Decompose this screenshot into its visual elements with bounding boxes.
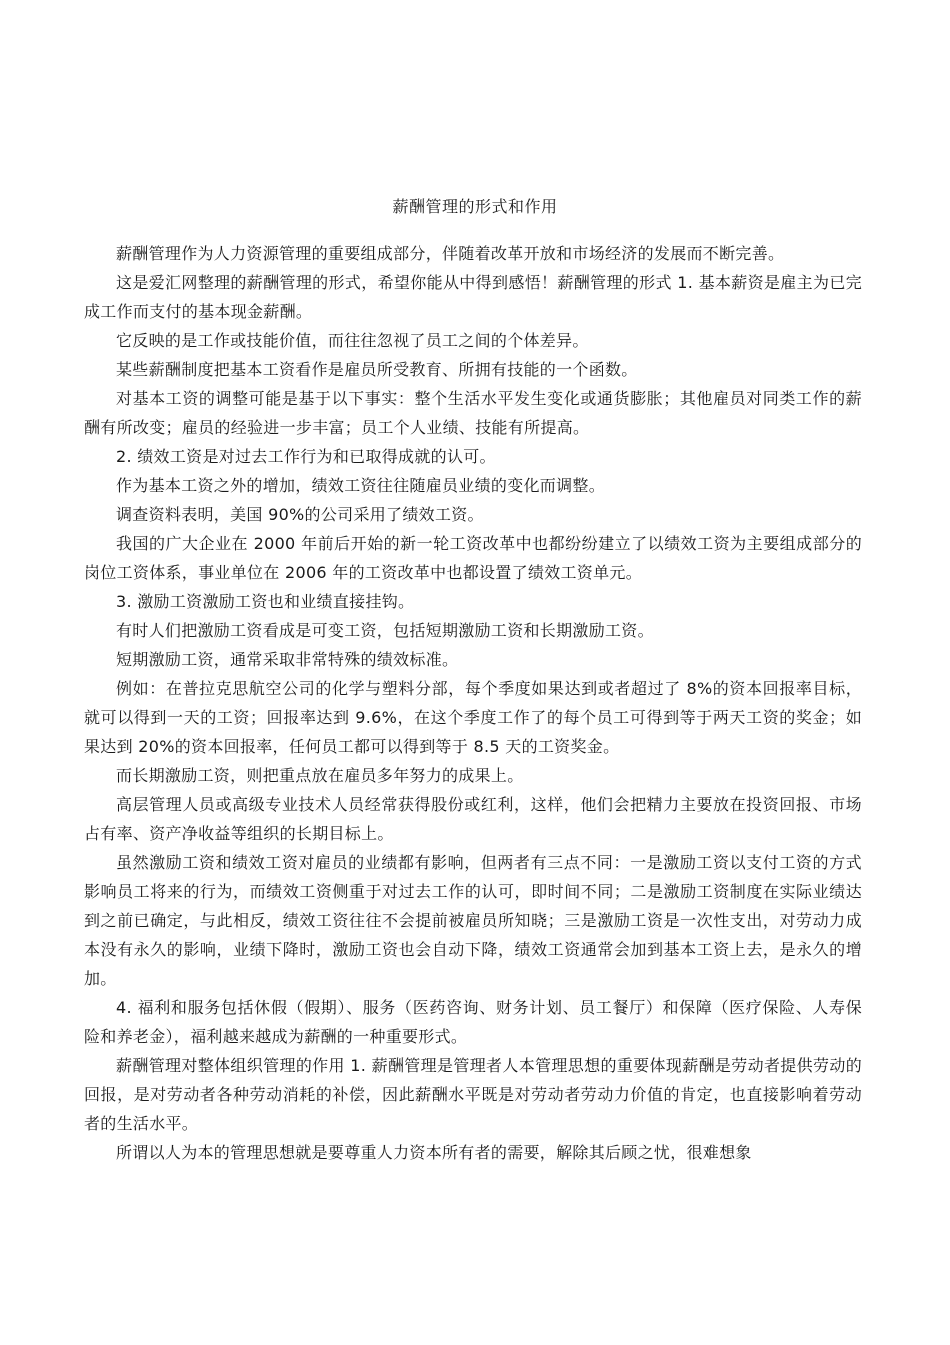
paragraph: 4. 福利和服务包括休假（假期）、服务（医药咨询、财务计划、员工餐厅）和保障（医疗保险、人寿保险和养老金），福利越来越成为薪酬的一种重要形式。 (84, 998, 862, 1046)
paragraph: 薪酬管理作为人力资源管理的重要组成部分，伴随着改革开放和市场经济的发展而不断完善。 (116, 244, 785, 263)
paragraph: 调查资料表明，美国 90%的公司采用了绩效工资。 (116, 505, 484, 524)
paragraph: 我国的广大企业在 2000 年前后开始的新一轮工资改革中也都纷纷建立了以绩效工资为主要组成部分的岗位工资体系，事业单位在 2006 年的工资改革中也都设置了绩效工资单元。 (84, 534, 862, 582)
paragraph: 作为基本工资之外的增加，绩效工资往往随雇员业绩的变化而调整。 (116, 476, 606, 495)
paragraph: 2. 绩效工资是对过去工作行为和已取得成就的认可。 (116, 447, 496, 466)
paragraph: 它反映的是工作或技能价值，而往往忽视了员工之间的个体差异。 (116, 331, 589, 350)
paragraph: 高层管理人员或高级专业技术人员经常获得股份或红利，这样，他们会把精力主要放在投资回报、市场占有率、资产净收益等组织的长期目标上。 (84, 795, 862, 843)
paragraph: 所谓以人为本的管理思想就是要尊重人力资本所有者的需要，解除其后顾之忧，很难想象 (116, 1143, 752, 1162)
paragraph: 虽然激励工资和绩效工资对雇员的业绩都有影响，但两者有三点不同：一是激励工资以支付工资的方式影响员工将来的行为，而绩效工资侧重于对过去工作的认可，即时间不同；二是激励工资制度在实际业绩达到之前已确定，与此相反，绩效工资往往不会提前被雇员所知晓；三是激励工资是一次性支出，对劳动力成本没有永久的影响，业绩下降时，激励工资也会自动下降，绩效工资通常会加到基本工资上去，是永久的增加。 (84, 853, 862, 988)
paragraph: 例如：在普拉克思航空公司的化学与塑料分部，每个季度如果达到或者超过了 8%的资本回报率目标，就可以得到一天的工资；回报率达到 9.6%，在这个季度工作了的每个员工可得到等于两天工资的奖金；如果达到 20%的资本回报率，任何员工都可以得到等于 8.5 天的工资奖金。 (84, 679, 862, 756)
paragraph: 3. 激励工资激励工资也和业绩直接挂钩。 (116, 592, 415, 611)
paragraph: 有时人们把激励工资看成是可变工资，包括短期激励工资和长期激励工资。 (116, 621, 654, 640)
paragraph: 这是爱汇网整理的薪酬管理的形式，希望你能从中得到感悟！薪酬管理的形式 1. 基本薪资是雇主为已完成工作而支付的基本现金薪酬。 (84, 273, 862, 321)
paragraph: 而长期激励工资，则把重点放在雇员多年努力的成果上。 (116, 766, 524, 785)
document-body (84, 239, 862, 1167)
paragraph: 薪酬管理对整体组织管理的作用 1. 薪酬管理是管理者人本管理思想的重要体现薪酬是劳动者提供劳动的回报，是对劳动者各种劳动消耗的补偿，因此薪酬水平既是对劳动者劳动力价值的肯定，也直接影响着劳动者的生活水平。 (84, 1056, 862, 1133)
paragraph: 对基本工资的调整可能是基于以下事实：整个生活水平发生变化或通货膨胀；其他雇员对同类工作的薪酬有所改变；雇员的经验进一步丰富；员工个人业绩、技能有所提高。 (84, 389, 862, 437)
document-title: 薪酬管理的形式和作用 (392, 197, 558, 216)
paragraph: 短期激励工资，通常采取非常特殊的绩效标准。 (116, 650, 459, 669)
paragraph: 某些薪酬制度把基本工资看作是雇员所受教育、所拥有技能的一个函数。 (116, 360, 638, 379)
